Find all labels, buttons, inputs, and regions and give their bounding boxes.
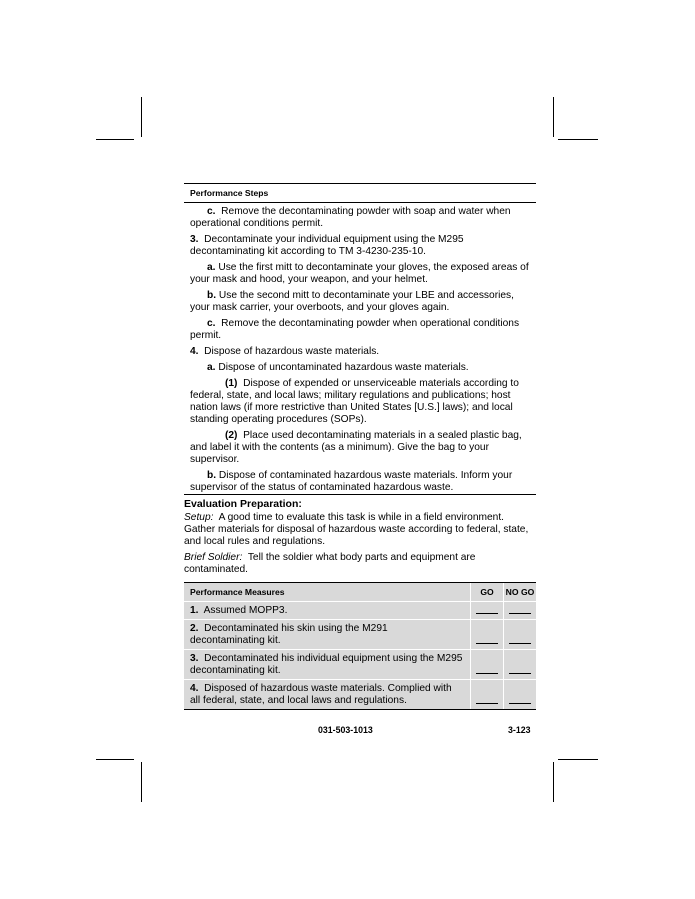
evaluation-preparation [184, 498, 536, 576]
evaluation-title: Evaluation Preparation: [184, 498, 302, 510]
step: a. Dispose of uncontaminated hazardous waste materials. [207, 362, 469, 373]
task-number: 031-503-1013 [318, 725, 373, 735]
crop-mark [141, 762, 142, 802]
go-blank[interactable] [471, 680, 504, 710]
go-blank[interactable] [471, 602, 504, 620]
document-page [184, 183, 536, 710]
table-row [184, 602, 536, 620]
performance-steps-header: Performance Steps [184, 183, 536, 203]
performance-measures-table [184, 582, 536, 710]
brief-soldier-paragraph: Brief Soldier: Tell the soldier what body parts and equipment are contaminated. [184, 552, 476, 575]
col-header-go: GO [471, 583, 504, 602]
go-blank[interactable] [471, 650, 504, 680]
step: a. Use the first mitt to decontaminate your gloves, the exposed areas of your mask and hood, your weapon, and your helmet. [190, 262, 529, 285]
nogo-blank[interactable] [504, 680, 537, 710]
nogo-blank[interactable] [504, 602, 537, 620]
col-header-nogo: NO GO [504, 583, 537, 602]
step: b. Dispose of contaminated hazardous waste materials. Inform your supervisor of the status of contaminated hazardous waste. [190, 470, 513, 493]
performance-steps [184, 203, 536, 495]
step: 4. Dispose of hazardous waste materials. [190, 346, 380, 357]
nogo-blank[interactable] [504, 620, 537, 650]
step: 3. Decontaminate your individual equipment using the M295 decontaminating kit according to TM 3-4230-235-10. [190, 234, 464, 257]
crop-mark [553, 762, 554, 802]
crop-mark [141, 97, 142, 137]
step: c. Remove the decontaminating powder with soap and water when operational conditions permit. [190, 206, 511, 229]
step: (2) Place used decontaminating materials in a sealed plastic bag, and label it with the contents (as a minimum). Give the bag to your supervisor. [190, 430, 522, 465]
nogo-blank[interactable] [504, 650, 537, 680]
table-header-row [184, 583, 536, 602]
measure-cell: 4. Disposed of hazardous waste materials. Complied with all federal, state, and local laws and regulations. [184, 680, 471, 710]
step: (1) Dispose of expended or unserviceable materials according to federal, state, and local laws; military regulations and publications; host nation laws (if more restrictive than United States [U.S.] laws); and local standing operating procedures (SOPs). [190, 378, 519, 425]
crop-mark [96, 759, 134, 760]
page-number: 3-123 [508, 725, 531, 735]
measure-cell: 3. Decontaminated his individual equipment using the M295 decontaminating kit. [184, 650, 471, 680]
col-header-measures: Performance Measures [184, 583, 471, 602]
step: c. Remove the decontaminating powder when operational conditions permit. [190, 318, 520, 341]
measure-cell: 1. Assumed MOPP3. [184, 602, 471, 620]
go-blank[interactable] [471, 620, 504, 650]
crop-mark [96, 139, 134, 140]
crop-mark [558, 139, 598, 140]
table-row [184, 650, 536, 680]
table-row [184, 620, 536, 650]
setup-paragraph: Setup: A good time to evaluate this task is while in a field environment. Gather materials for disposal of hazardous waste according to federal, state, and local rules and regulations. [184, 512, 529, 547]
table-row [184, 680, 536, 710]
crop-mark [558, 759, 598, 760]
measure-cell: 2. Decontaminated his skin using the M291 decontaminating kit. [184, 620, 471, 650]
crop-mark [553, 97, 554, 137]
step: b. Use the second mitt to decontaminate your LBE and accessories, your mask carrier, your overboots, and your gloves again. [190, 290, 514, 313]
